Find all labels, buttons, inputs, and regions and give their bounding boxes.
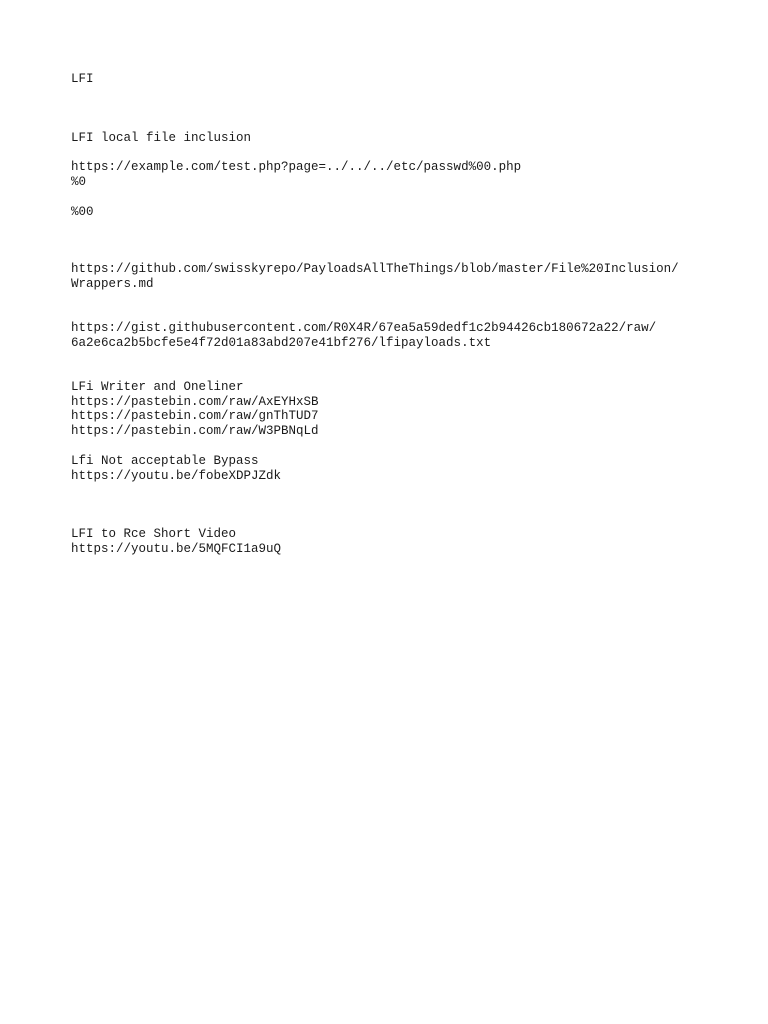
writer-section-label: LFi Writer and Oneliner: [71, 380, 244, 394]
gist-link-line-1: https://gist.githubusercontent.com/R0X4R/67ea5a59dedf1c2b94426cb180672a22/raw/: [71, 321, 657, 335]
pastebin-link-1: https://pastebin.com/raw/AxEYHxSB: [71, 395, 319, 409]
pastebin-link-2: https://pastebin.com/raw/gnThTUD7: [71, 409, 319, 423]
null-byte: %00: [71, 205, 94, 219]
rce-section-label: LFI to Rce Short Video: [71, 527, 237, 541]
gist-link-line-2: 6a2e6ca2b5bcfe5e4f72d01a83abd207e41bf276/lfipayloads.txt: [71, 336, 492, 350]
section-heading: LFI local file inclusion: [71, 131, 252, 145]
payloads-link-line-1: https://github.com/swisskyrepo/PayloadsAllTheThings/blob/master/File%20Inclusion/: [71, 262, 679, 276]
null-byte-short: %0: [71, 175, 87, 189]
payloads-link-line-2: Wrappers.md: [71, 277, 154, 291]
document-title: LFI: [71, 72, 94, 86]
example-url: https://example.com/test.php?page=../../../etc/passwd%00.php: [71, 160, 522, 174]
bypass-section-label: Lfi Not acceptable Bypass: [71, 454, 259, 468]
bypass-video-link: https://youtu.be/fobeXDPJZdk: [71, 469, 282, 483]
rce-video-link: https://youtu.be/5MQFCI1a9uQ: [71, 542, 282, 556]
pastebin-link-3: https://pastebin.com/raw/W3PBNqLd: [71, 424, 319, 438]
